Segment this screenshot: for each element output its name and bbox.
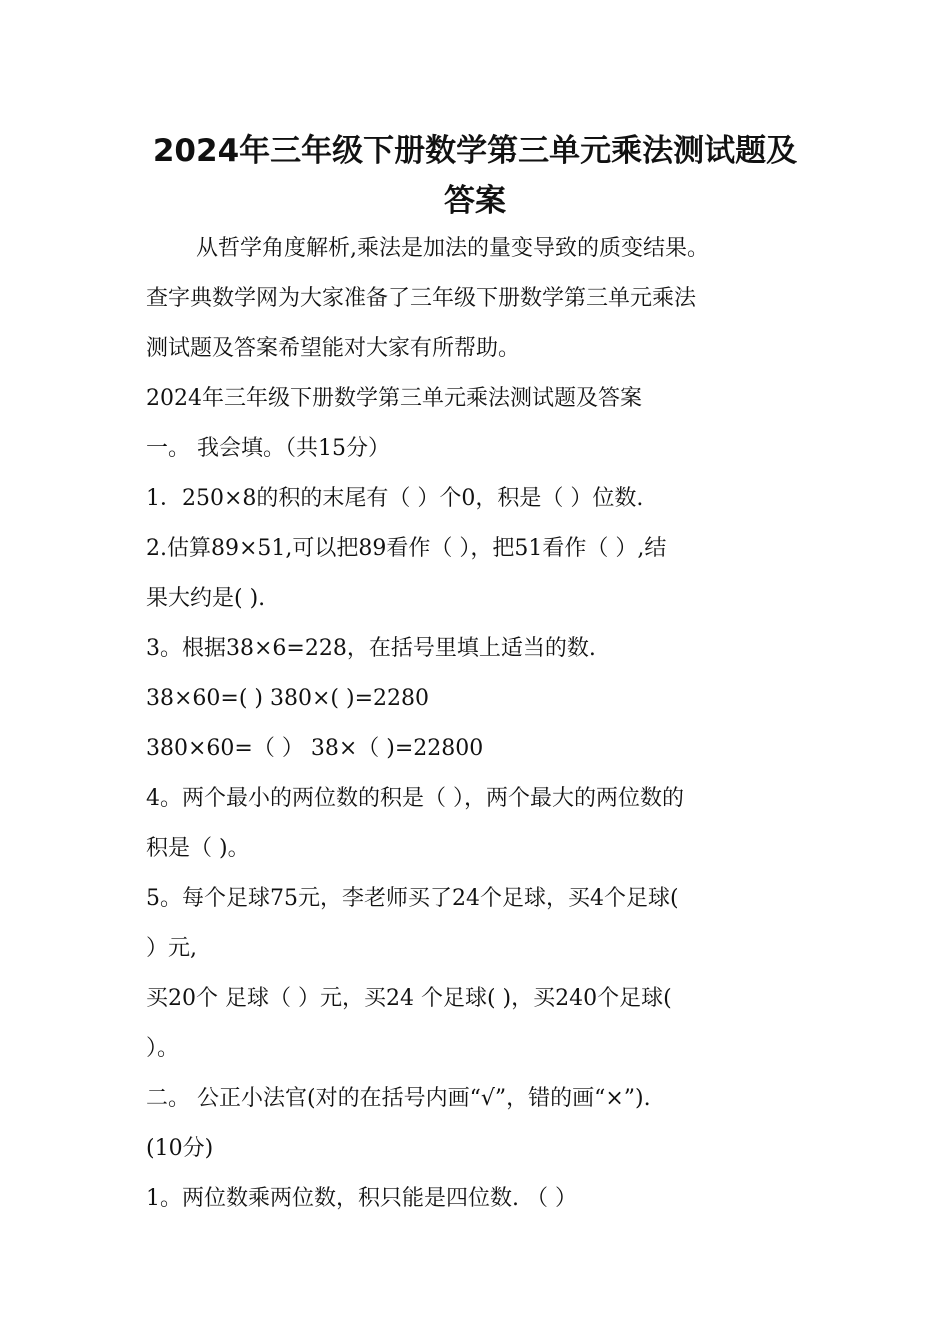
section-2-heading: 二。 公正小法官(对的在括号内画“√”，错的画“×”). <box>146 1086 651 1111</box>
question-4-line-2: 积是（ )。 <box>146 836 250 861</box>
question-2-line-1: 2.估算89×51,可以把89看作（ ），把51看作（ ）,结 <box>146 536 667 561</box>
question-1: 1．250×8的积的末尾有（ ）个0，积是（ ）位数. <box>146 486 644 511</box>
question-4-line-1: 4。两个最小的两位数的积是（ ），两个最大的两位数的 <box>146 786 684 811</box>
judge-question-1: 1。两位数乘两位数，积只能是四位数. （ ） <box>146 1186 577 1211</box>
subtitle-line: 2024年三年级下册数学第三单元乘法测试题及答案 <box>146 386 642 411</box>
question-3-row-2: 380×60=（ ） 38×（ )=22800 <box>146 736 484 761</box>
question-5-line-4: ）。 <box>146 1036 180 1061</box>
intro-line-2: 查字典数学网为大家准备了三年级下册数学第三单元乘法 <box>146 286 697 311</box>
question-2-line-2: 果大约是( ). <box>146 586 266 611</box>
document-title-line-1: 2024年三年级下册数学第三单元乘法测试题及 <box>152 133 798 169</box>
question-5-line-3: 买20个 足球（ ）元，买24 个足球( )，买240个足球( <box>146 986 672 1011</box>
question-5-line-2: ）元, <box>146 936 197 961</box>
question-3-row-1: 38×60=( ) 380×( )=2280 <box>146 686 430 711</box>
section-2-score: (10分) <box>146 1136 214 1161</box>
document-title-line-2: 答案 <box>444 183 506 219</box>
question-5-line-1: 5。每个足球75元，李老师买了24个足球，买4个足球( <box>146 886 679 911</box>
intro-line-3: 测试题及答案希望能对大家有所帮助。 <box>146 336 521 361</box>
question-3: 3。根据38×6=228，在括号里填上适当的数. <box>146 636 596 661</box>
intro-line-1: 从哲学角度解析,乘法是加法的量变导致的质变结果。 <box>196 236 709 261</box>
section-1-heading: 一。 我会填。（共15分） <box>146 436 390 461</box>
